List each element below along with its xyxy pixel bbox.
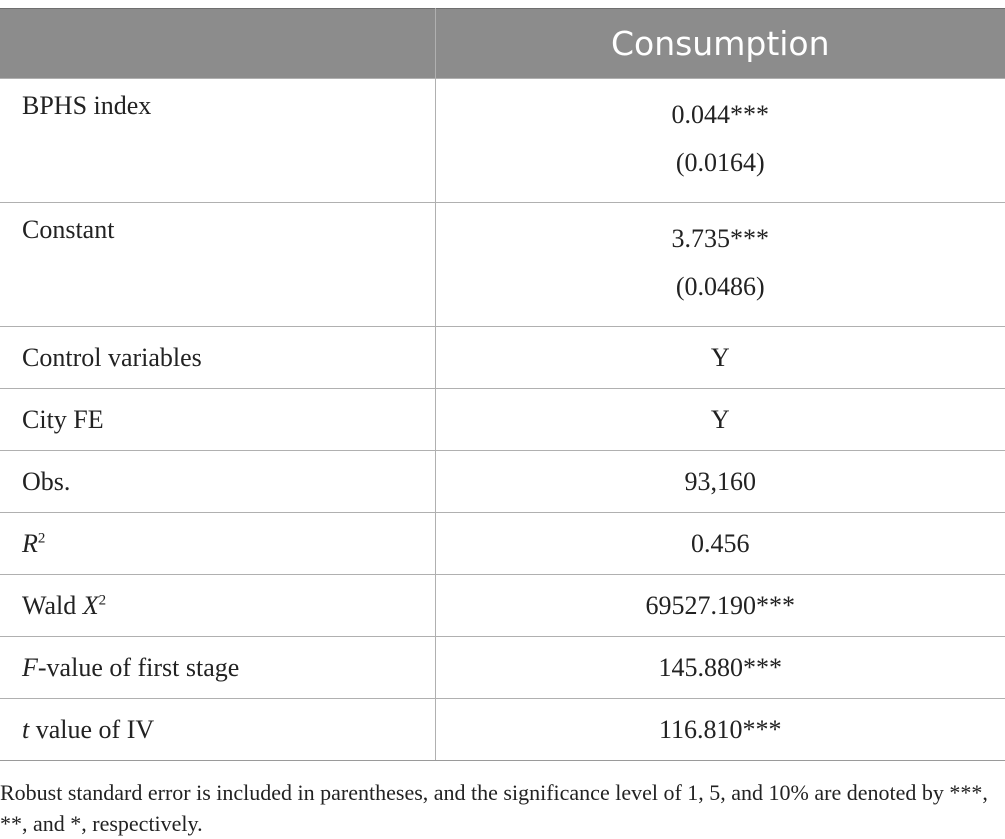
row-label <box>0 575 435 637</box>
row-label <box>0 637 435 699</box>
superscript: 2 <box>38 530 46 546</box>
row-label: Obs. <box>0 451 435 513</box>
row-value <box>435 79 1005 203</box>
table-row <box>0 699 1005 761</box>
standard-error: (0.0164) <box>436 139 1005 187</box>
f-symbol: F <box>22 653 38 682</box>
table-row <box>0 389 1005 451</box>
superscript: 2 <box>99 592 107 608</box>
row-label <box>0 513 435 575</box>
row-value: 145.880*** <box>435 637 1005 699</box>
table-row <box>0 451 1005 513</box>
row-value <box>435 203 1005 327</box>
table-row <box>0 637 1005 699</box>
t-symbol: t <box>22 715 29 744</box>
label-suffix: value of IV <box>29 715 154 744</box>
table-row <box>0 79 1005 203</box>
header-consumption: Consumption <box>435 9 1005 79</box>
header-empty-cell <box>0 9 435 79</box>
table-row <box>0 575 1005 637</box>
x-symbol: X <box>83 591 99 620</box>
row-label: BPHS index <box>0 79 435 203</box>
row-value: 93,160 <box>435 451 1005 513</box>
table-row <box>0 203 1005 327</box>
coefficient: 0.044*** <box>436 91 1005 139</box>
header-row <box>0 9 1005 79</box>
row-value: 116.810*** <box>435 699 1005 761</box>
standard-error: (0.0486) <box>436 263 1005 311</box>
r-symbol: R <box>22 529 38 558</box>
label-suffix: -value of first stage <box>38 653 239 682</box>
row-label: Constant <box>0 203 435 327</box>
row-label: Control variables <box>0 327 435 389</box>
table-footnote: Robust standard error is included in parentheses, and the significance level of 1, 5, and 10% are denoted by ***, **, and *, respectively. <box>0 777 1000 839</box>
label-prefix: Wald <box>22 591 83 620</box>
row-value: Y <box>435 389 1005 451</box>
row-value: 69527.190*** <box>435 575 1005 637</box>
row-label: City FE <box>0 389 435 451</box>
row-value: Y <box>435 327 1005 389</box>
row-label <box>0 699 435 761</box>
regression-table <box>0 8 1005 761</box>
regression-table-container <box>0 8 1005 839</box>
coefficient: 3.735*** <box>436 215 1005 263</box>
table-row <box>0 327 1005 389</box>
table-row <box>0 513 1005 575</box>
row-value: 0.456 <box>435 513 1005 575</box>
